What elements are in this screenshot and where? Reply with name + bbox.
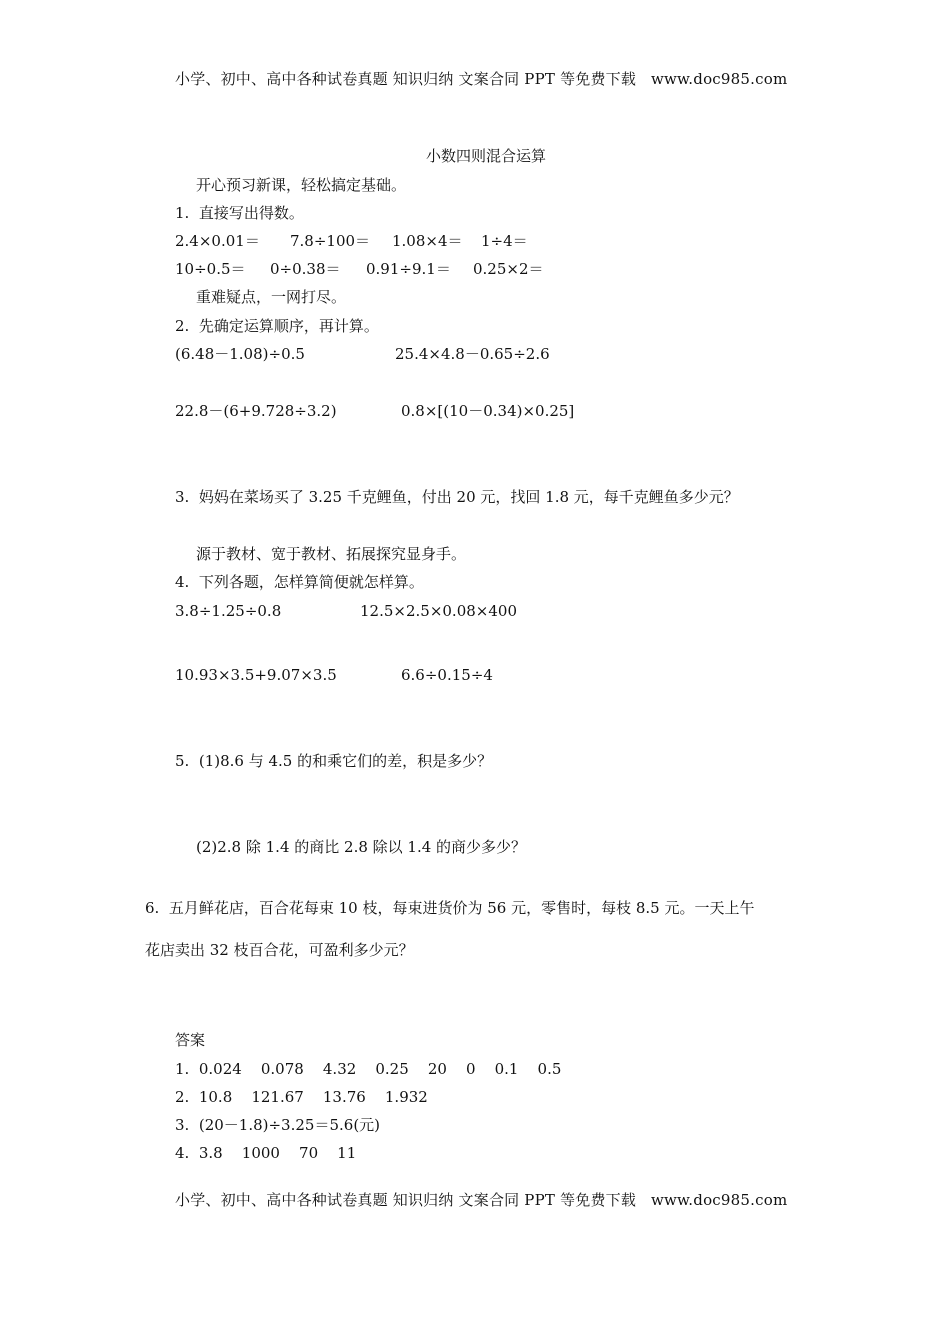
q4-expression: 3.8÷1.25÷0.8 [175,602,282,620]
question-5-part-1: 5. (1)8.6 与 4.5 的和乘它们的差，积是多少？ [175,752,493,770]
q1-item: 1÷4＝ [481,232,528,250]
q2-expression: 0.8×[(10－0.34)×0.25] [401,402,575,420]
q1-item: 0.91÷9.1＝ [366,260,451,278]
question-6-line-1: 6. 五月鲜花店，百合花每束 10 枝，每束进货价为 56 元，零售时，每枝 8.5 元。一天上午 [145,899,755,917]
answer-2: 2. 10.8 121.67 13.76 1.932 [175,1088,428,1106]
answer-4: 4. 3.8 1000 70 11 [175,1144,357,1162]
q2-expression: 22.8－(6+9.728÷3.2) [175,402,337,420]
question-5-part-2: (2)2.8 除 1.4 的商比 2.8 除以 1.4 的商少多少？ [196,838,527,856]
q1-item: 2.4×0.01＝ [175,232,260,250]
answer-3: 3. (20－1.8)÷3.25＝5.6(元) [175,1116,381,1134]
answers-heading: 答案 [175,1031,206,1049]
q1-item: 7.8÷100＝ [290,232,371,250]
q4-expression: 12.5×2.5×0.08×400 [360,602,517,620]
q4-expression: 6.6÷0.15÷4 [401,666,493,684]
question-2-label: 2. 先确定运算顺序，再计算。 [175,317,379,335]
section-heading-extension: 源于教材、宽于教材、拓展探究显身手。 [196,545,467,563]
q1-item: 1.08×4＝ [392,232,463,250]
answer-1: 1. 0.024 0.078 4.32 0.25 20 0 0.1 0.5 [175,1060,562,1078]
question-1-label: 1. 直接写出得数。 [175,204,304,222]
page-footer: 小学、初中、高中各种试卷真题 知识归纳 文案合同 PPT 等免费下载 www.doc985.com [175,1191,788,1209]
q2-expression: 25.4×4.8－0.65÷2.6 [395,345,550,363]
q1-item: 0.25×2＝ [473,260,544,278]
question-4-label: 4. 下列各题，怎样算简便就怎样算。 [175,573,424,591]
q4-expression: 10.93×3.5+9.07×3.5 [175,666,337,684]
section-heading-preview: 开心预习新课，轻松搞定基础。 [196,176,407,194]
q1-item: 10÷0.5＝ [175,260,246,278]
question-3: 3. 妈妈在菜场买了 3.25 千克鲤鱼，付出 20 元，找回 1.8 元，每千克鲤鱼多少元？ [175,488,739,506]
section-heading-difficulty: 重难疑点，一网打尽。 [196,288,347,306]
page-title: 小数四则混合运算 [426,147,547,165]
page-header: 小学、初中、高中各种试卷真题 知识归纳 文案合同 PPT 等免费下载 www.doc985.com [175,70,788,88]
q1-item: 0÷0.38＝ [270,260,341,278]
q2-expression: (6.48－1.08)÷0.5 [175,345,305,363]
question-6-line-2: 花店卖出 32 枝百合花，可盈利多少元？ [145,941,414,959]
